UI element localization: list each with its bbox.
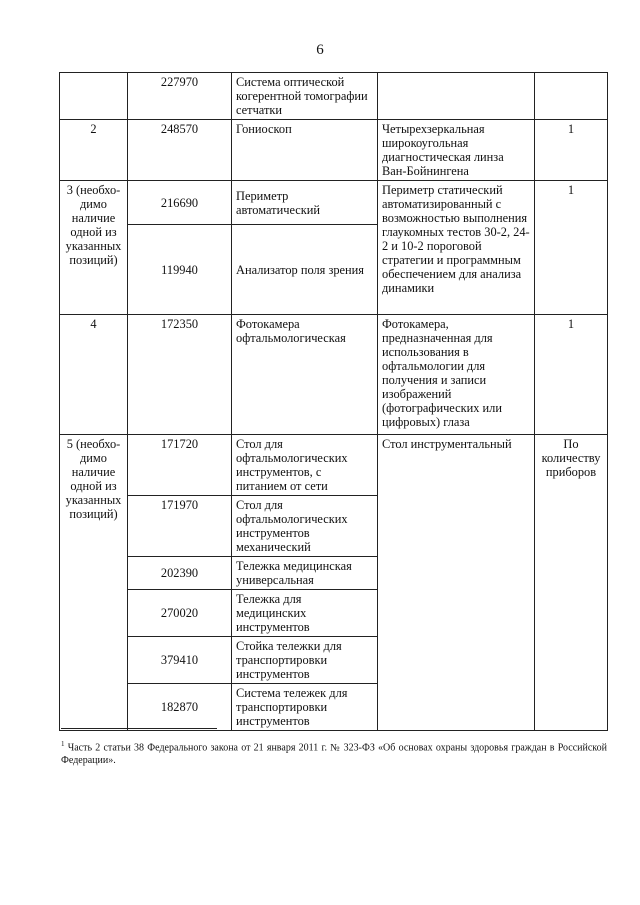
code-cell: 171970	[128, 496, 232, 557]
footnote-divider	[61, 728, 217, 729]
code-cell: 182870	[128, 684, 232, 731]
name-cell: Тележка медицинская универсальная	[232, 557, 378, 590]
footnote-mark: 1	[61, 740, 65, 748]
row-number-cell	[60, 73, 128, 120]
name-cell: Система оптической когерентной томографии сетчатки	[232, 73, 378, 120]
requirement-cell: Четырехзеркальная широкоугольная диагностическая линза Ван-Бойнингена	[378, 120, 535, 181]
equipment-table	[59, 72, 608, 731]
code-cell: 119940	[128, 225, 232, 315]
code-cell: 270020	[128, 590, 232, 637]
name-cell: Периметр автоматический	[232, 181, 378, 225]
row-number-cell: 5 (необхо-димо наличие одной из указанных позиций)	[60, 435, 128, 731]
name-cell: Тележка для медицинских инструментов	[232, 590, 378, 637]
code-cell: 227970	[128, 73, 232, 120]
name-cell: Анализатор поля зрения	[232, 225, 378, 315]
table-row	[60, 315, 608, 435]
name-cell: Стойка тележки для транспортировки инструментов	[232, 637, 378, 684]
table-row	[60, 435, 608, 496]
table-row	[60, 120, 608, 181]
requirement-cell: Стол инструментальный	[378, 435, 535, 731]
name-cell: Стол для офтальмологических инструментов, с питанием от сети	[232, 435, 378, 496]
code-cell: 216690	[128, 181, 232, 225]
requirement-cell	[378, 73, 535, 120]
code-cell: 379410	[128, 637, 232, 684]
code-cell: 171720	[128, 435, 232, 496]
footnote	[61, 738, 607, 767]
quantity-cell	[535, 73, 608, 120]
footnote-text: Часть 2 статьи 38 Федерального закона от 21 января 2011 г. № 323-ФЗ «Об основах охраны здоровья граждан в Российской Федерации».	[61, 742, 608, 767]
code-cell: 202390	[128, 557, 232, 590]
name-cell: Гониоскоп	[232, 120, 378, 181]
quantity-cell: 1	[535, 181, 608, 315]
quantity-cell: 1	[535, 315, 608, 435]
code-cell: 248570	[128, 120, 232, 181]
table-row	[60, 181, 608, 225]
row-number-cell: 2	[60, 120, 128, 181]
name-cell: Система тележек для транспортировки инструментов	[232, 684, 378, 731]
quantity-cell: По количеству приборов	[535, 435, 608, 731]
name-cell: Фотокамера офтальмологическая	[232, 315, 378, 435]
requirement-cell: Фотокамера, предназначенная для использования в офтальмологии для получения и записи изображений (фотографических или цифровых) глаза	[378, 315, 535, 435]
row-number-cell: 3 (необхо-димо наличие одной из указанных позиций)	[60, 181, 128, 315]
table-row	[60, 73, 608, 120]
requirement-cell: Периметр статический автоматизированный с возможностью выполнения глаукомных тестов 30-2, 24-2 и 10-2 пороговой стратегии и программным обеспечением для анализа динамики	[378, 181, 535, 315]
code-cell: 172350	[128, 315, 232, 435]
page-number: 6	[316, 42, 324, 58]
quantity-cell: 1	[535, 120, 608, 181]
row-number-cell: 4	[60, 315, 128, 435]
name-cell: Стол для офтальмологических инструментов механический	[232, 496, 378, 557]
